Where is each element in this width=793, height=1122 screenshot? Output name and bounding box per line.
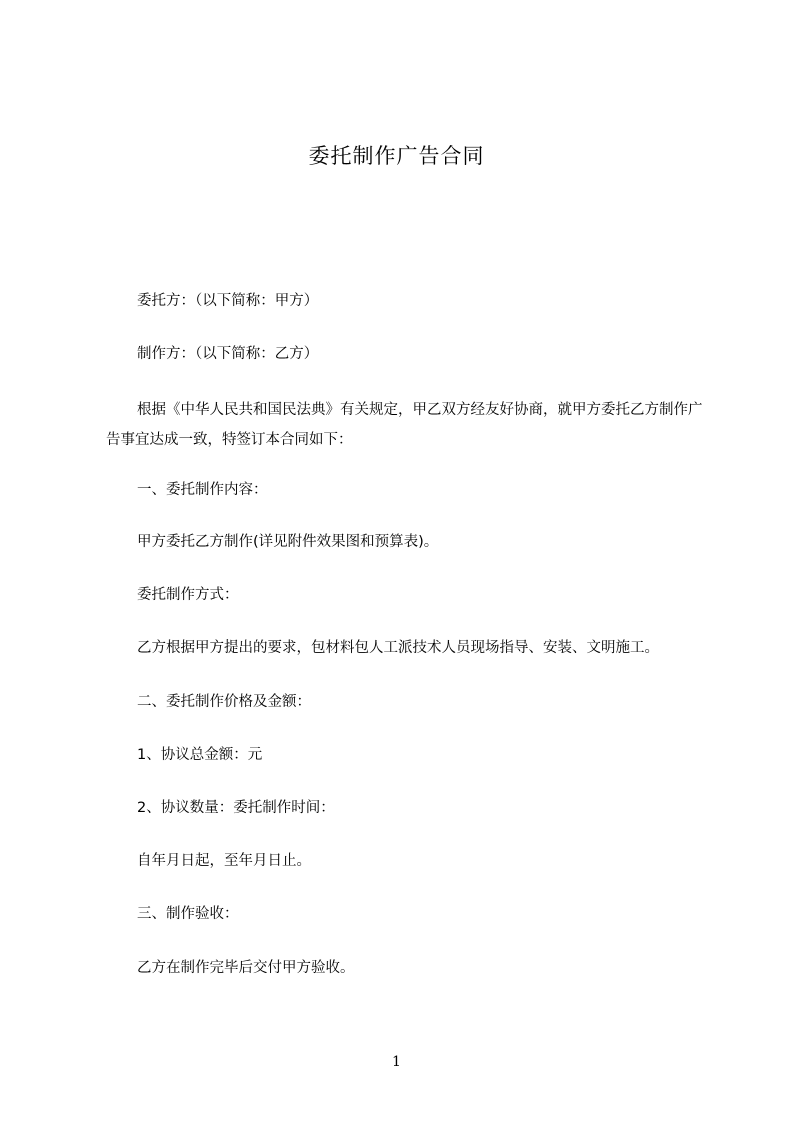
method-heading: 委托制作方式：	[137, 587, 239, 603]
item2-line: 2、协议数量：委托制作时间：	[137, 800, 335, 816]
document-title: 委托制作广告合同	[308, 144, 485, 168]
page-number: 1	[392, 1054, 401, 1070]
period-line: 自年月日起，至年月日止。	[137, 853, 311, 869]
party-a-line: 委托方：（以下简称：甲方）	[137, 293, 319, 309]
section3-text: 乙方在制作完毕后交付甲方验收。	[137, 960, 355, 976]
method-text: 乙方根据甲方提出的要求，包材料包人工派技术人员现场指导、安装、文明施工。	[137, 640, 659, 656]
section1-heading: 一、委托制作内容：	[137, 482, 268, 498]
preamble-paragraph: 根据《中华人民共和国民法典》有关规定，甲乙双方经友好协商，就甲方委托乙方制作广告事宜达成一致，特签订本合同如下：	[106, 402, 703, 448]
section3-heading: 三、制作验收：	[137, 906, 239, 922]
section1-text: 甲方委托乙方制作(详见附件效果图和预算表)。	[137, 534, 439, 550]
party-b-line: 制作方：（以下简称：乙方）	[137, 346, 319, 362]
section2-heading: 二、委托制作价格及金额：	[137, 694, 311, 710]
item1-line: 1、协议总金额：元	[137, 747, 263, 763]
